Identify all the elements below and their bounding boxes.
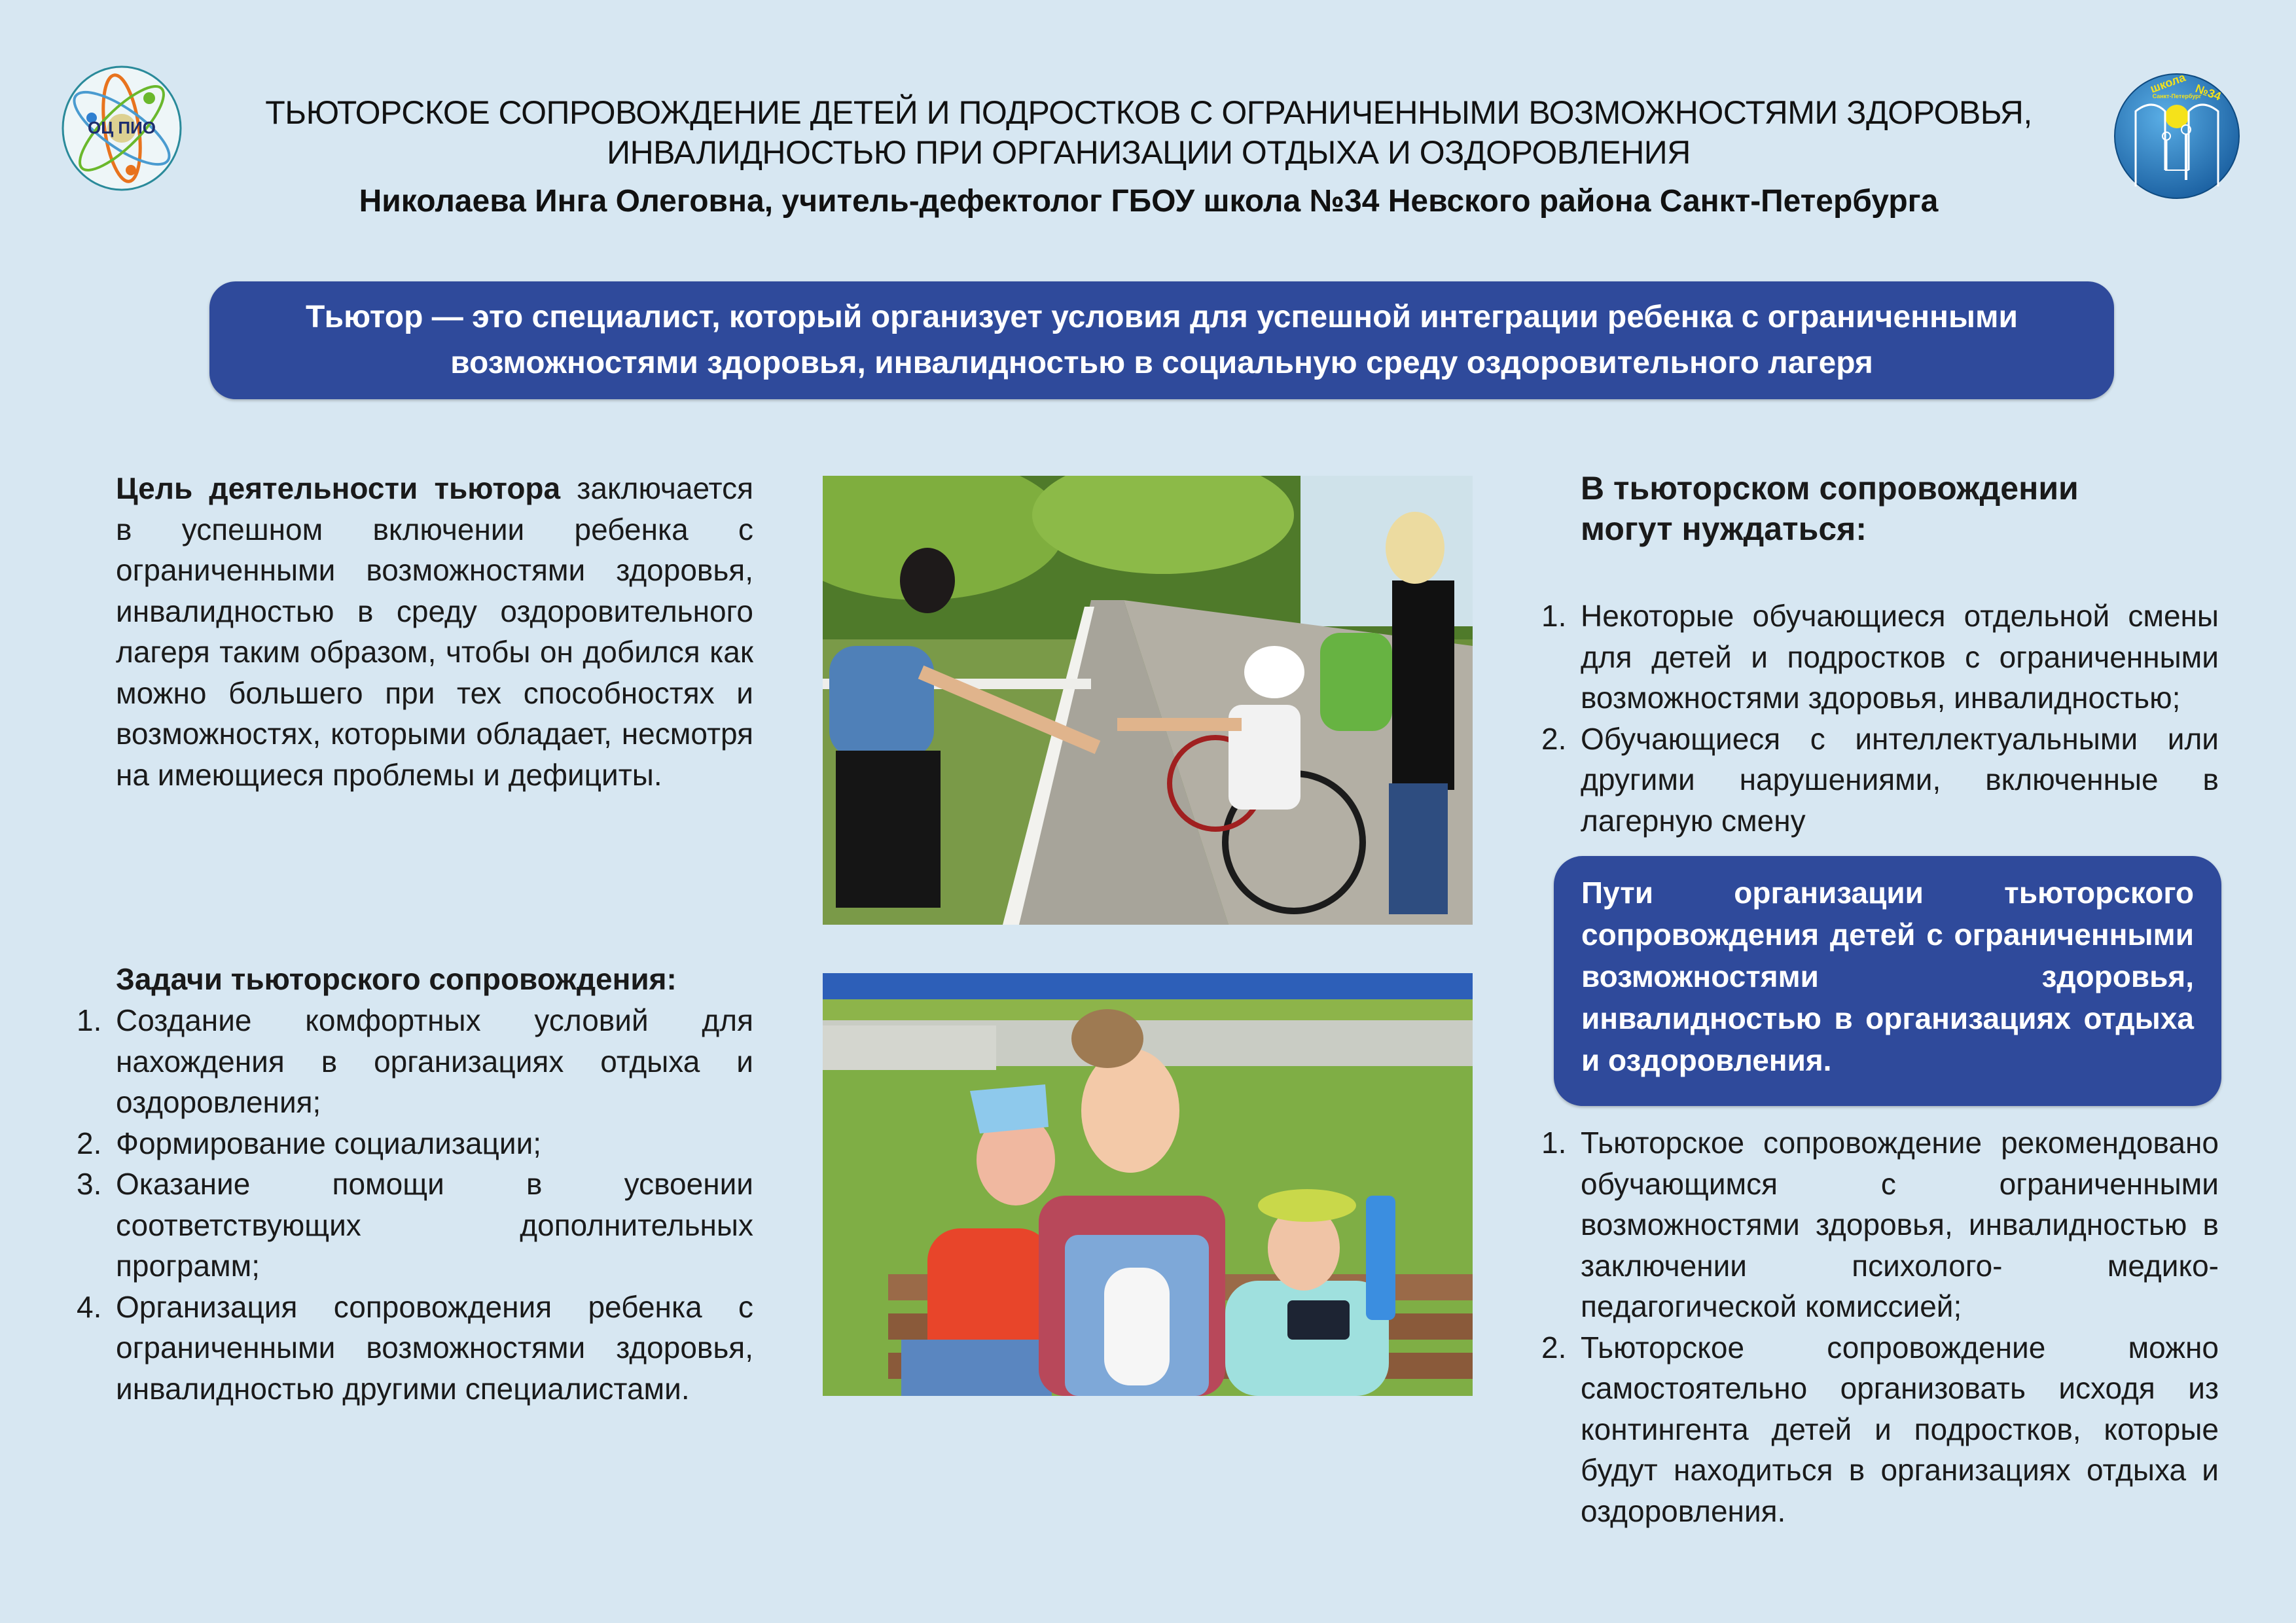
goal-lead: Цель деятельности тьютора — [116, 471, 561, 505]
tasks-list — [77, 1000, 753, 1409]
item-number: 2. — [1541, 721, 1567, 756]
photo-bench-group-image — [823, 973, 1473, 1396]
poster-title-line1: ТЬЮТОРСКОЕ СОПРОВОЖДЕНИЕ ДЕТЕЙ И ПОДРОСТКОВ С ОГРАНИЧЕННЫМИ ВОЗМОЖНОСТЯМИ ЗДОРОВЬЯ, — [265, 94, 2032, 131]
item-number: 4. — [77, 1289, 102, 1324]
logo-right-school: школа — [2148, 72, 2187, 96]
item-text: Тьюторское сопровождение рекомендовано обучающимся с ограниченными возможностями здоровья, инвалидностью в заключении психолого- медико-педагогической комиссией; — [1581, 1126, 2219, 1323]
organization-ways-box — [1554, 856, 2221, 1106]
item-text: Формирование социализации; — [116, 1126, 542, 1160]
school-34-logo — [2113, 72, 2241, 200]
poster-title-line2: ИНВАЛИДНОСТЬЮ ПРИ ОРГАНИЗАЦИИ ОТДЫХА И ОЗДОРОВЛЕНИЯ — [607, 134, 1691, 171]
author-line: Николаева Инга Олеговна, учитель-дефектолог ГБОУ школа №34 Невского района Санкт-Петербурга — [359, 184, 1939, 219]
needs-heading: В тьюторском сопровождении могут нуждаться: — [1581, 470, 2079, 547]
tutor-definition-banner — [209, 281, 2114, 399]
item-text: Тьюторское сопровождение можно самостоятельно организовать исходя из контингента детей и подростков, которые будут находиться в организациях отдыха и оздоровления. — [1581, 1330, 2219, 1528]
tasks-heading: Задачи тьюторского сопровождения: — [116, 962, 677, 996]
logo-left-label: ОЦ ПИО — [87, 118, 156, 137]
photo-bench-group — [823, 973, 1473, 1396]
item-number: 1. — [1541, 599, 1567, 633]
item-number: 2. — [1541, 1330, 1567, 1364]
list-item — [1541, 719, 2219, 842]
list-item — [1541, 1327, 2219, 1532]
item-number: 1. — [1541, 1126, 1567, 1160]
item-number: 1. — [77, 1003, 102, 1037]
needs-list — [1541, 596, 2219, 841]
list-item — [1541, 1122, 2219, 1327]
list-item — [77, 1123, 753, 1164]
item-text: Оказание помощи в усвоении соответствующих дополнительных программ; — [116, 1167, 753, 1283]
list-item — [1541, 596, 2219, 719]
banner-line1: Тьютор — это специалист, который организует условия для успешной интеграции ребенка с ограниченными — [305, 300, 2018, 334]
photo-wheelchair-exercise — [823, 476, 1473, 925]
list-item — [77, 1287, 753, 1410]
school-logo-icon — [2113, 72, 2241, 200]
atom-logo-icon — [58, 64, 186, 192]
photo-wheelchair-exercise-image — [823, 476, 1473, 925]
item-text: Организация сопровождения ребенка с ограниченными возможностями здоровья, инвалидностью другими специалистами. — [116, 1289, 753, 1406]
list-item — [77, 1000, 753, 1123]
item-text: Некоторые обучающиеся отдельной смены для детей и подростков с ограниченными возможностями здоровья, инвалидностью; — [1581, 599, 2219, 715]
logo-right-city: Санкт-Петербург — [2152, 93, 2202, 99]
item-number: 3. — [77, 1167, 102, 1201]
goal-paragraph — [116, 468, 753, 795]
ocpio-logo — [58, 64, 186, 192]
item-text: Создание комфортных условий для нахождения в организациях отдыха и оздоровления; — [116, 1003, 753, 1119]
item-number: 2. — [77, 1126, 102, 1160]
item-text: Обучающиеся с интеллектуальными или другими нарушениями, включенные в лагерную смену — [1581, 721, 2219, 838]
recommendations-list — [1541, 1122, 2219, 1531]
banner-line2: возможностями здоровья, инвалидностью в социальную среду оздоровительного лагеря — [450, 346, 1873, 380]
goal-text: заключается в успешном включении ребенка с ограниченными возможностями здоровья, инвалидностью в среду оздоровительного лагеря таким образом, чтобы он добился как можно большего при тех способностях и возможностях, которыми обладает, несмотря на имеющиеся проблемы и дефициты. — [116, 471, 753, 792]
ways-text: Пути организации тьюторского сопровождения детей с ограниченными возможностями здоровья, инвалидностью в организациях отдыха и оздоровления. — [1581, 876, 2194, 1077]
logo-right-number: №34 — [2193, 81, 2223, 103]
list-item — [77, 1164, 753, 1287]
